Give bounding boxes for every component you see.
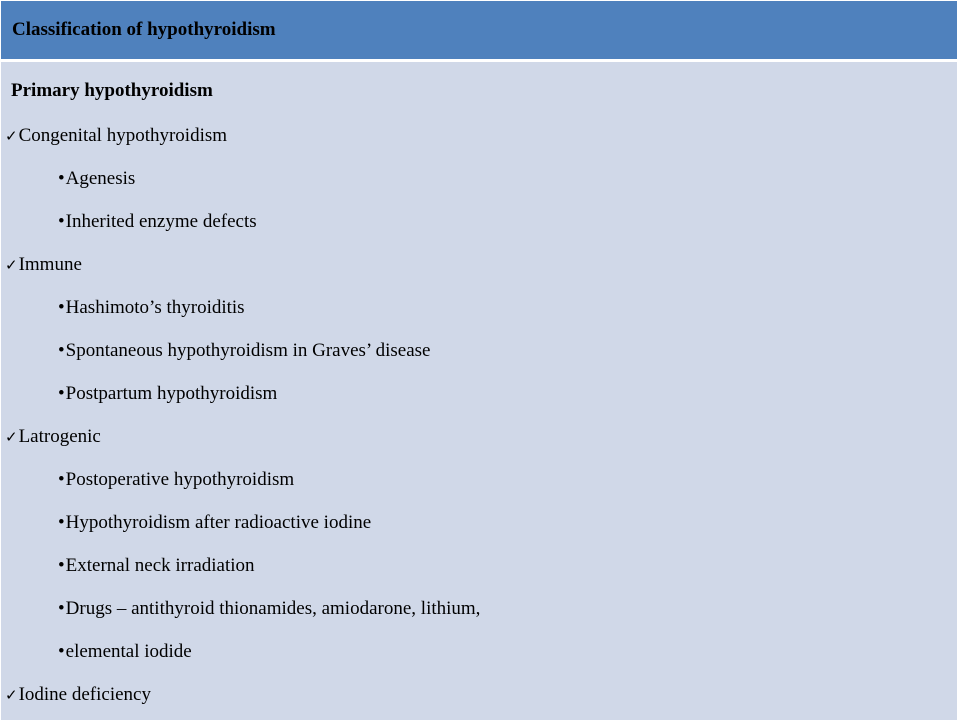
list-item (58, 598, 480, 620)
bullet-icon: • (58, 512, 65, 533)
checkmark-icon: ✓ (5, 428, 18, 446)
bullet-icon: • (58, 340, 65, 361)
checkmark-icon: ✓ (5, 127, 18, 145)
item-text: Postoperative hypothyroidism (65, 469, 295, 490)
item-text: Hashimoto’s thyroiditis (65, 297, 245, 318)
bullet-icon: • (58, 469, 65, 490)
list-item (58, 383, 277, 405)
list-item (58, 340, 430, 362)
bullet-icon: • (58, 297, 65, 318)
bullet-icon: • (58, 168, 65, 189)
checklist-item (5, 426, 101, 448)
bullet-icon: • (58, 383, 65, 404)
list-item (58, 469, 294, 491)
section-title: Primary hypothyroidism (11, 80, 213, 101)
item-text: Hypothyroidism after radioactive iodine (65, 512, 372, 533)
group-label: Immune (18, 254, 82, 275)
bullet-icon: • (58, 211, 65, 232)
item-text: Postpartum hypothyroidism (65, 383, 278, 404)
list-item (58, 297, 245, 319)
checklist-item (5, 684, 151, 706)
checklist-item (5, 125, 227, 147)
item-text: Drugs – antithyroid thionamides, amiodarone, lithium, (65, 598, 481, 619)
item-text: elemental iodide (65, 641, 192, 662)
list-item (58, 512, 371, 534)
group-label: Congenital hypothyroidism (18, 125, 228, 146)
checklist-item (5, 254, 82, 276)
item-text: Spontaneous hypothyroidism in Graves’ disease (65, 340, 431, 361)
item-text: External neck irradiation (65, 555, 255, 576)
group-label: Iodine deficiency (18, 684, 151, 705)
slide-title: Classification of hypothyroidism (12, 19, 276, 40)
bullet-icon: • (58, 641, 65, 662)
list-item (58, 555, 255, 577)
item-text: Inherited enzyme defects (65, 211, 257, 232)
list-item (58, 641, 192, 663)
slide-header (0, 0, 958, 60)
checkmark-icon: ✓ (5, 686, 18, 704)
item-text: Agenesis (65, 168, 136, 189)
bullet-icon: • (58, 598, 65, 619)
bullet-icon: • (58, 555, 65, 576)
list-item (58, 168, 135, 190)
list-item (58, 211, 257, 233)
checkmark-icon: ✓ (5, 256, 18, 274)
group-label: Latrogenic (18, 426, 101, 447)
